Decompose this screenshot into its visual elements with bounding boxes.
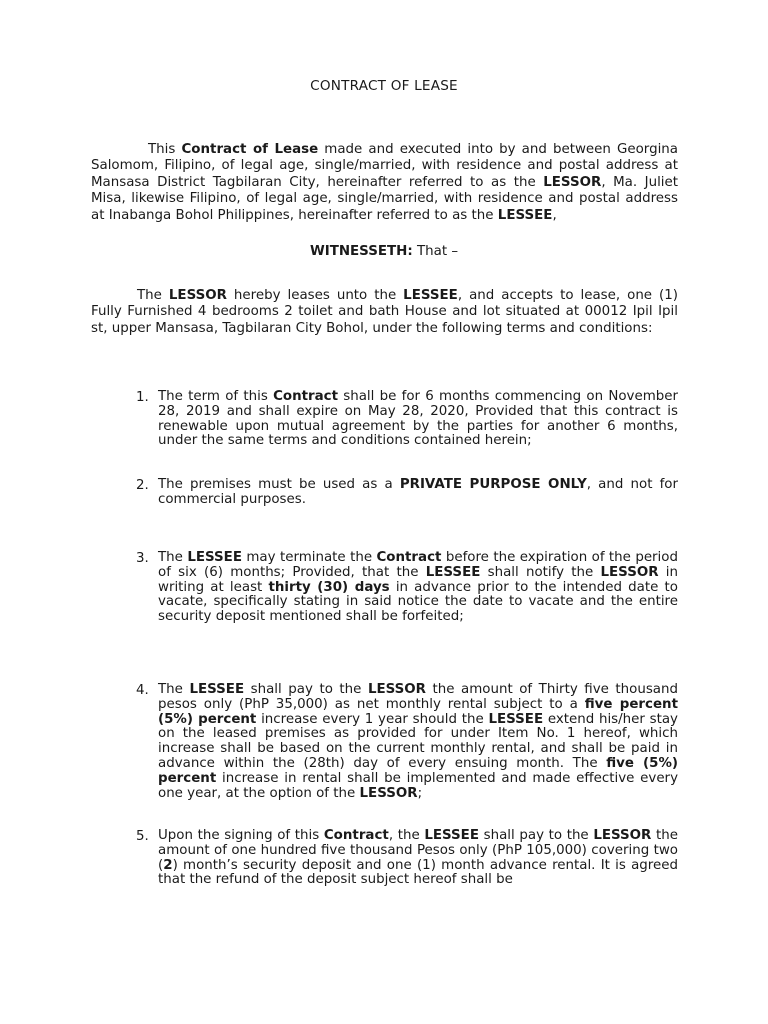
item-bold-run: LESSEE [189, 682, 245, 697]
item-bold-run: Contract [376, 550, 442, 565]
item-text-run: the amount of Thirty five thousand pesos only (PhP 35,000) as net monthly rental subject to a [158, 682, 678, 712]
item-text-run: shall pay to the [244, 682, 368, 697]
item-bold-run: five (5%) percent [158, 755, 678, 786]
item-text-run: increase every 1 year should the [256, 711, 489, 727]
intro-text: This [148, 142, 182, 157]
item-text-run: , and not for commercial purposes. [158, 477, 678, 507]
term-item-4 [136, 683, 678, 801]
item-text [158, 683, 678, 801]
item-bold-run: 2 [163, 857, 173, 873]
lease-paragraph [91, 288, 678, 337]
item-text-run: ) month’s security deposit and one (1) month advance rental. It is agreed that the refund of the deposit subject hereof shall be [158, 857, 678, 888]
item-text-run: increase in rental shall be implemented and made effective every one year, at the option of the [158, 770, 678, 801]
item-text-run: The [158, 550, 188, 565]
item-text-run: shall pay to the [478, 828, 594, 843]
item-text-run: shall be for 6 months commencing on November 28, 2019 and shall expire on May 28, 2020, Provided that this contract is renewable upon mutual agreement by the parties for another 6 months, under the same terms and conditions contained herein; [158, 389, 679, 449]
item-bold-run: LESSOR [593, 828, 652, 843]
intro-contract-term: Contract of Lease [181, 142, 319, 157]
item-text [158, 390, 678, 449]
item-text [158, 829, 678, 888]
witnesseth-heading [0, 244, 768, 259]
item-text-run: before the expiration of the period of six (6) months; Provided, that the [158, 550, 678, 580]
lease-lessor-term: LESSOR [168, 288, 227, 303]
item-number: 4. [136, 683, 149, 698]
term-item-5 [136, 829, 678, 888]
item-bold-run: LESSEE [187, 550, 242, 565]
intro-lessor-term: LESSOR [543, 174, 602, 190]
term-item-2 [136, 478, 678, 508]
document-title: CONTRACT OF LEASE [310, 78, 458, 94]
item-bold-run: Contract [273, 389, 339, 404]
item-text [158, 551, 678, 625]
item-bold-run: PRIVATE PURPOSE ONLY [399, 477, 587, 492]
witnesseth-rest: That – [412, 244, 459, 259]
item-text-run: Upon the signing of this [158, 828, 324, 843]
item-number: 5. [136, 829, 149, 844]
item-text-run: ; [417, 785, 423, 801]
item-bold-run: LESSEE [424, 828, 479, 843]
item-text-run: in writing at least [158, 564, 678, 595]
intro-text: , [552, 207, 557, 223]
intro-text: made and executed into by and between Georgina Salomom, Filipino, of legal age, single/married, with residence and postal address at Mansasa District Tagbilaran City, hereinafter referred to as the [91, 142, 678, 190]
item-bold-run: LESSEE [425, 564, 481, 580]
intro-lessee-term: LESSEE [497, 207, 553, 223]
item-number: 2. [136, 478, 149, 493]
term-item-1 [136, 390, 678, 449]
item-number: 3. [136, 551, 149, 566]
item-bold-run: LESSEE [488, 711, 544, 727]
witnesseth-bold: WITNESSETH: [309, 244, 413, 259]
item-text-run: extend his/her stay on the leased premises as provided for under Item No. 1 hereof, which increase shall be based on the current monthly rental, and shall be paid in advance within the (28th) day of every ensuing month. The [158, 711, 678, 771]
item-bold-run: LESSOR [367, 682, 426, 697]
lease-text: The [137, 288, 169, 303]
term-item-3 [136, 551, 678, 625]
item-bold-run: LESSOR [600, 564, 659, 580]
intro-paragraph [91, 142, 678, 224]
item-text-run: may terminate the [241, 550, 377, 565]
lease-text: hereby leases unto the [226, 288, 404, 303]
item-text-run: shall notify the [480, 564, 601, 580]
item-text-run: The term of this [158, 389, 274, 404]
item-text-run: in advance prior to the intended date to vacate, specifically stating in said notice the date to vacate and the entire security deposit mentioned shall be forfeited; [158, 579, 678, 625]
item-text-run: the amount of one hundred five thousand Pesos only (PhP 105,000) covering two ( [158, 828, 678, 873]
item-text-run: The [158, 682, 190, 697]
lease-text: , and accepts to lease, one (1) Fully Furnished 4 bedrooms 2 toilet and bath House and lot situated at 00012 Ipil Ipil st, upper Mansasa, Tagbilaran City Bohol, under the following terms and conditions: [91, 288, 678, 336]
item-bold-run: thirty (30) days [268, 579, 390, 595]
lease-lessee-term: LESSEE [403, 288, 458, 303]
item-text-run: The premises must be used as a [158, 477, 400, 492]
item-text [158, 478, 678, 508]
item-bold-run: five percent (5%) percent [158, 696, 678, 727]
item-number: 1. [136, 390, 149, 405]
intro-text: , Ma. Juliet Misa, likewise Filipino, of legal age, single/married, with residence and postal address at Inabanga Bohol Philippines, hereinafter referred to as the [91, 174, 679, 223]
item-bold-run: Contract [323, 828, 389, 843]
item-bold-run: LESSOR [359, 785, 418, 801]
item-text-run: , the [388, 828, 425, 843]
